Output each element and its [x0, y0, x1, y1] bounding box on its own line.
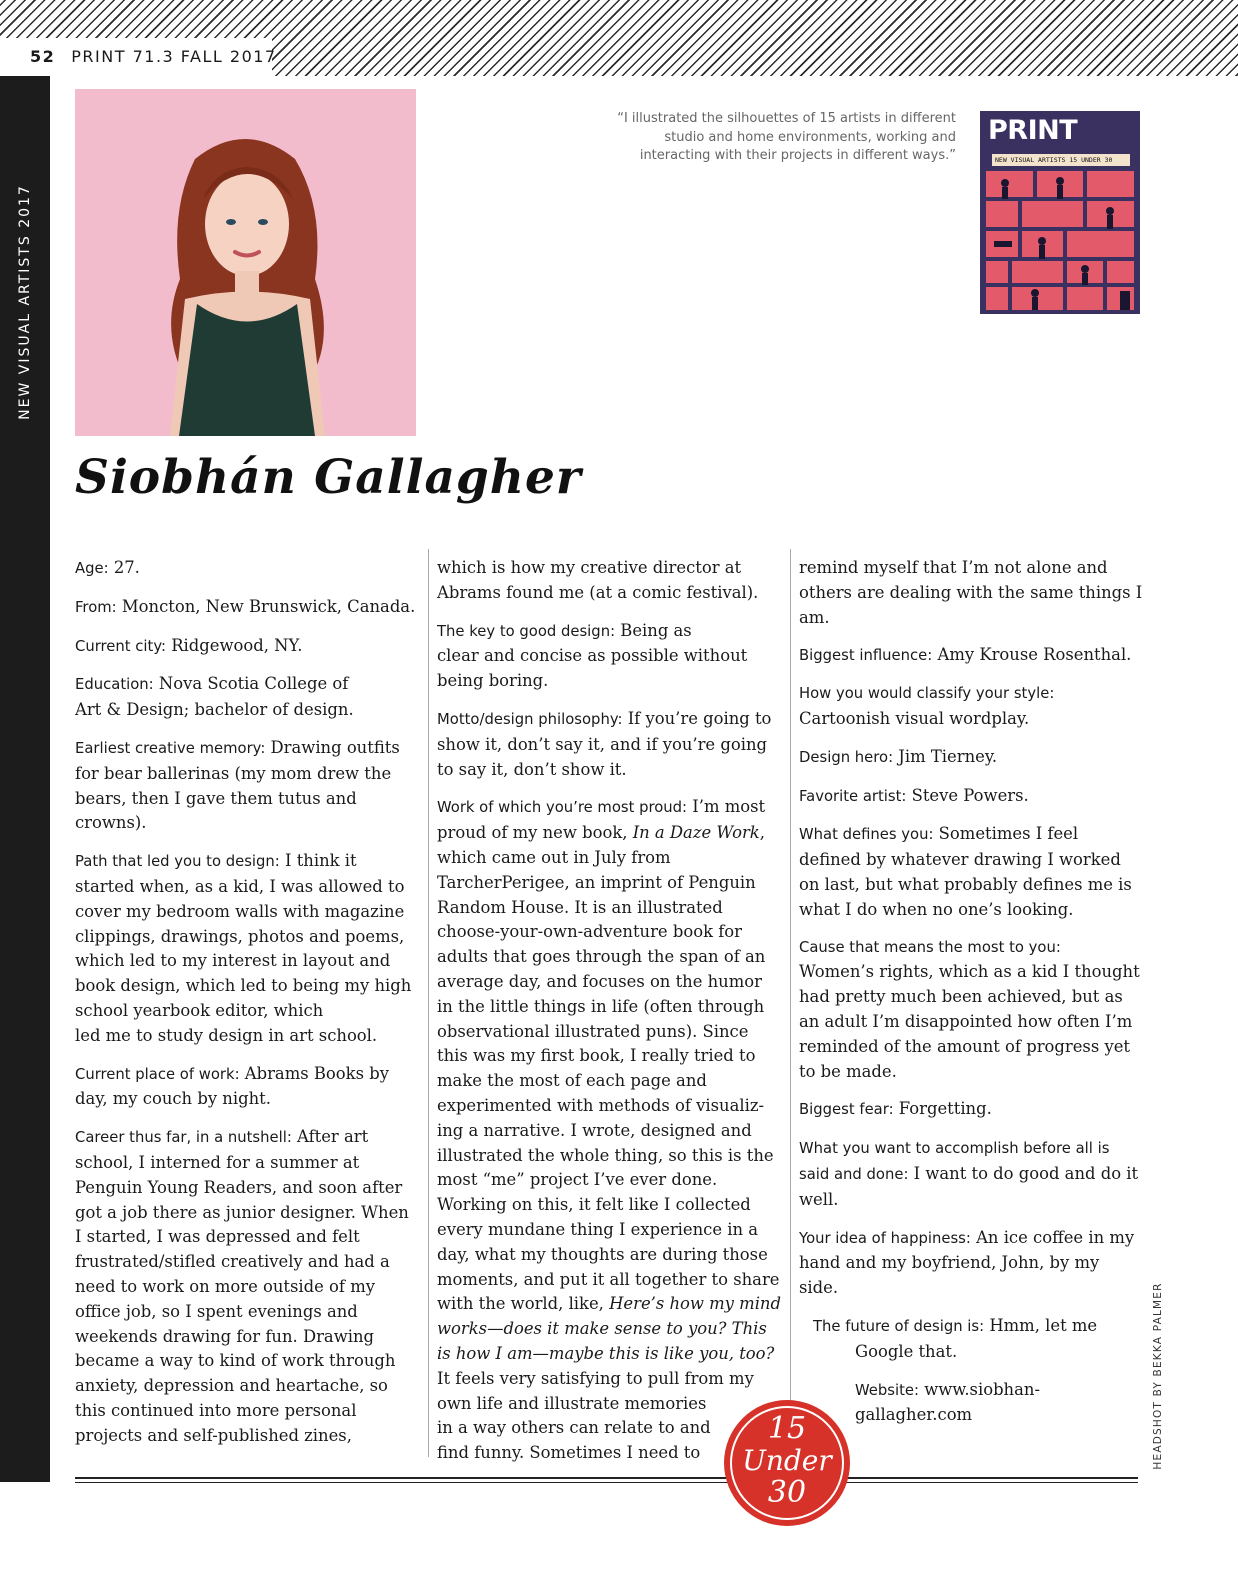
workplace-entry: Current place of work: Abrams Books by day, my couch by night.	[75, 1063, 389, 1109]
career-entry: Career thus far, in a nutshell: After art school, I interned for a summer at Penguin Young Readers, and soon after got a job there as junior designer. When I started, I was depressed and felt frustrated/stifled creatively and had a need to work on more outside of my office job, so I spent evenings and weekends drawing for fun. Drawing became a way to kind of work through anxiety, depression and heartache, so this continued into more personal projects and self-published zines,	[75, 1127, 409, 1445]
column-divider-2	[790, 549, 791, 1457]
book-title: In a Daze Work	[632, 823, 760, 843]
badge-line1: 15	[767, 1411, 807, 1446]
section-sidebar	[0, 76, 50, 1482]
folio	[0, 38, 277, 76]
cause-entry: Cause that means the most to you: Women’s rights, which as a kid I thought had pretty much been achieved, but as an adult I’m disappointed how often I’m reminded of the amount of progress yet to be made.	[799, 938, 1140, 1081]
defines-entry: What defines you: Sometimes I feel defined by whatever drawing I worked on last, but what probably defines me is what I do when no one’s looking.	[799, 824, 1132, 919]
artist-entry: Favorite artist: Steve Powers.	[799, 785, 1029, 805]
future-entry: The future of design is: Hmm, let me Google that.	[813, 1315, 1098, 1361]
hero-entry: Design hero: Jim Tierney.	[799, 746, 998, 766]
cover-title: PRINT	[988, 115, 1078, 146]
career-continued: which is how my creative director at Abrams found me (at a comic festival).	[437, 558, 759, 602]
badge-line2: Under	[742, 1444, 832, 1477]
column-3	[799, 556, 1143, 1441]
website-entry: Website: www.siobhan- gallagher.com	[855, 1379, 1040, 1425]
cover-illustration	[980, 171, 1140, 314]
column-1	[75, 556, 419, 1462]
website-link[interactable]: www.siobhan-	[918, 1379, 1040, 1399]
book-quote: Here’s how my mind works—does it make sense to you? This is how I am—maybe this is like you, too?	[437, 1294, 781, 1363]
section-title: NEW VISUAL ARTISTS 2017	[17, 184, 33, 420]
style-entry: How you would classify your style: Cartoonish visual wordplay.	[799, 685, 1055, 728]
age-entry: Age: 27.	[75, 558, 140, 577]
photo-credit: HEADSHOT BY BEKKA PALMER	[1152, 1282, 1164, 1470]
memory-entry: Earliest creative memory: Drawing outfits for bear ballerinas (my mom drew the bears, then I gave them tutus and crowns).	[75, 737, 400, 833]
headshot-photo	[75, 89, 416, 436]
proud-entry: Work of which you’re most proud: I’m most proud of my new book, In a Daze Work, which came out in July from TarcherPerigee, an imprint of Penguin Random House. It is an illustrated choose-your-own-adventure book for adults that goes through the span of an average day, and focuses on the humor in the little things in life (often through observational illustrated puns). Since this was my first book, I really tried to make the most of each page and experimented with methods of visualiz-ing a narrative. I wrote, designed and illustrated the whole thing, so this is the most “me” project I’ve ever done. Working on this, it felt like I collected every mundane thing I experience in a day, what my thoughts are during those moments, and put it all together to share with the world, like, Here’s how my mind works—does it make sense to you? This is how I am—maybe this is like you, too? It feels very satisfying to pull from my own life and illustrate memories in a way others can relate to and find funny. Sometimes I need to	[437, 797, 781, 1463]
city-entry: Current city: Ridgewood, NY.	[75, 635, 303, 655]
magazine-cover	[980, 111, 1140, 314]
headshot-illustration	[75, 89, 416, 436]
proud-continued: remind myself that I’m not alone and others are dealing with the same things I am.	[799, 558, 1143, 627]
artist-name: Siobhán Gallagher	[75, 450, 582, 505]
column-divider-1	[428, 549, 429, 1457]
fear-entry: Biggest fear: Forgetting.	[799, 1099, 992, 1119]
badge-line3: 30	[767, 1475, 807, 1510]
motto-entry: Motto/design philosophy: If you’re going to show it, don’t say it, and if you’re going to say it, don’t show it.	[437, 708, 772, 779]
pull-quote: “I illustrated the silhouettes of 15 artists in different studio and home environments, working and interacting with their projects in different ways.”	[617, 111, 956, 163]
column-2	[437, 556, 781, 1479]
from-entry: From: Moncton, New Brunswick, Canada.	[75, 596, 416, 616]
footer-rules	[75, 1477, 1138, 1483]
key-entry: The key to good design: Being as clear and concise as possible without being boring.	[437, 620, 748, 691]
education-entry: Education: Nova Scotia College of Art & Design; bachelor of design.	[75, 674, 354, 720]
path-entry: Path that led you to design: I think it started when, as a kid, I was allowed to cover my bedroom walls with magazine clippings, drawings, photos and poems, which led to my interest in layout and book design, which led to being my high school yearbook editor, which led me to study design in art school.	[75, 851, 412, 1045]
happiness-entry: Your idea of happiness: An ice coffee in my hand and my boyfriend, John, by my side.	[799, 1227, 1135, 1298]
accomplish-entry: What you want to accomplish before all is said and done: I want to do good and do it well.	[799, 1140, 1139, 1209]
page-number: 52	[30, 47, 56, 66]
cover-subtitle: NEW VISUAL ARTISTS 15 UNDER 30	[992, 154, 1130, 166]
magazine-issue: PRINT 71.3 FALL 2017	[71, 47, 277, 66]
15-under-30-badge	[722, 1398, 852, 1528]
influence-entry: Biggest influence: Amy Krouse Rosenthal.	[799, 645, 1132, 665]
